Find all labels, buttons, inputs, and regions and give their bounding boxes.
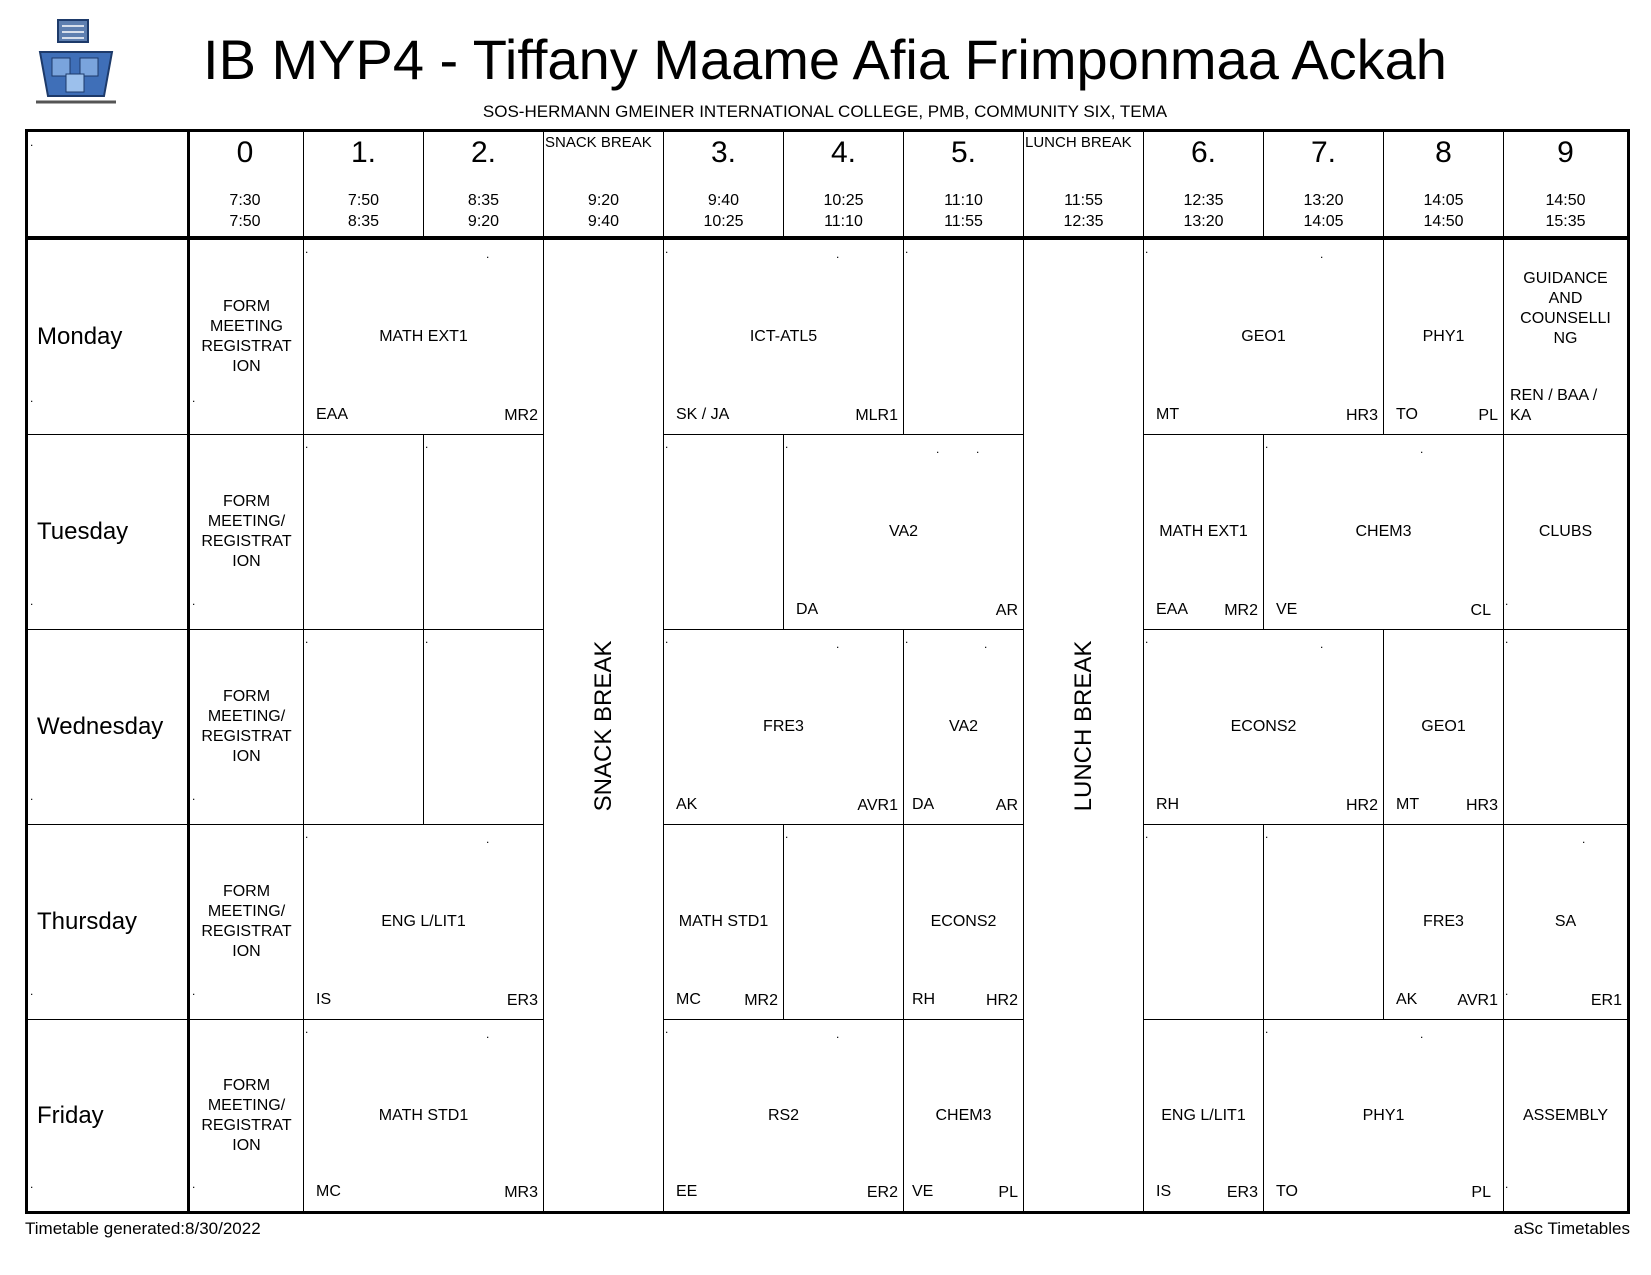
lesson-cell: ECONS2 RH HR2 bbox=[904, 825, 1024, 1020]
lesson-cell: . . MATH STD1 MC MR3 bbox=[304, 1020, 544, 1211]
day-label-friday: Friday . bbox=[30, 1101, 104, 1191]
generated-date: Timetable generated:8/30/2022 bbox=[25, 1219, 261, 1238]
lesson-cell: CHEM3 VE PL bbox=[904, 1020, 1024, 1211]
lesson-cell: ENG L/LIT1 IS ER3 bbox=[1144, 1020, 1264, 1211]
lesson-cell: . . MATH EXT1 EAA MR2 bbox=[304, 240, 544, 435]
empty-cell: . bbox=[1264, 825, 1384, 1020]
period-header-0: 0 7:30 7:50 bbox=[187, 132, 304, 237]
school-crest-logo bbox=[26, 12, 126, 112]
period-header-2: 2. 8:35 9:20 bbox=[424, 132, 544, 237]
empty-cell: . bbox=[664, 435, 784, 630]
lesson-cell: . . GEO1 MT HR3 bbox=[1144, 240, 1384, 435]
empty-cell: . bbox=[1144, 825, 1264, 1020]
period-header-3: 3. 9:40 10:25 bbox=[664, 132, 784, 237]
lesson-cell: GUIDANCE AND COUNSELLI NG REN / BAA / KA bbox=[1504, 240, 1627, 435]
lesson-cell: . . ECONS2 RH HR2 bbox=[1144, 630, 1384, 825]
day-label-tuesday: Tuesday . bbox=[28, 435, 187, 630]
lesson-cell: . . ICT-ATL5 SK / JA MLR1 bbox=[664, 240, 904, 435]
page-title: IB MYP4 - Tiffany Maame Afia Frimponmaa Ackah bbox=[203, 28, 1447, 91]
lesson-cell: . . FRE3 AK AVR1 bbox=[664, 630, 904, 825]
period-header-lunch-break: LUNCH BREAK 11:55 12:35 bbox=[1024, 132, 1144, 237]
lesson-cell: MATH EXT1 EAA MR2 bbox=[1144, 435, 1264, 630]
period-header-4: 4. 10:25 11:10 bbox=[784, 132, 904, 237]
lesson-cell: . SA . ER1 bbox=[1504, 825, 1627, 1020]
empty-cell: . bbox=[424, 435, 544, 630]
lesson-cell: . . PHY1 TO PL bbox=[1264, 1020, 1504, 1211]
empty-cell: . bbox=[904, 240, 1024, 435]
empty-cell: . bbox=[1504, 630, 1627, 825]
lesson-cell: . . . VA2 DA AR bbox=[784, 435, 1024, 630]
form-meeting-monday: FORM MEETING REGISTRAT ION . bbox=[190, 240, 304, 435]
empty-cell: . bbox=[424, 630, 544, 825]
day-label-wednesday: Wednesday . bbox=[28, 630, 187, 825]
lesson-cell: . . CHEM3 VE CL bbox=[1264, 435, 1504, 630]
lesson-cell: . . VA2 DA AR bbox=[904, 630, 1024, 825]
lesson-cell: GEO1 MT HR3 bbox=[1384, 630, 1504, 825]
period-header-5: 5. 11:10 11:55 bbox=[904, 132, 1024, 237]
lesson-cell: ASSEMBLY . bbox=[1505, 1106, 1609, 1191]
period-header-1: 1. 7:50 8:35 bbox=[304, 132, 424, 237]
lesson-cell: MATH STD1 MC MR2 bbox=[664, 825, 784, 1020]
period-header-6: 6. 12:35 13:20 bbox=[1144, 132, 1264, 237]
lesson-cell: CLUBS . bbox=[1504, 435, 1627, 630]
day-label-monday: Monday . bbox=[28, 240, 187, 435]
lesson-cell: . . RS2 EE ER2 bbox=[664, 1020, 904, 1211]
snack-break-column: SNACK BREAK bbox=[544, 240, 664, 1211]
form-meeting-thursday: FORM MEETING/ REGISTRAT ION . bbox=[190, 825, 304, 1020]
period-header-8: 8 14:05 14:50 bbox=[1384, 132, 1504, 237]
empty-cell: . bbox=[784, 825, 904, 1020]
lunch-break-column: LUNCH BREAK bbox=[1024, 240, 1144, 1211]
empty-cell: . bbox=[304, 630, 424, 825]
empty-cell: . bbox=[304, 435, 424, 630]
form-meeting-wednesday: FORM MEETING/ REGISTRAT ION . bbox=[190, 630, 304, 825]
period-header-snack-break: SNACK BREAK 9:20 9:40 bbox=[544, 132, 664, 237]
form-meeting-tuesday: FORM MEETING/ REGISTRAT ION . bbox=[190, 435, 304, 630]
period-header-9: 9 14:50 15:35 bbox=[1504, 132, 1627, 237]
timetable-grid bbox=[25, 129, 1630, 1214]
school-subtitle: SOS-HERMANN GMEINER INTERNATIONAL COLLEGE, PMB, COMMUNITY SIX, TEMA bbox=[482, 102, 1168, 121]
lesson-cell: PHY1 TO PL bbox=[1384, 240, 1504, 435]
form-meeting-friday: FORM MEETING/ REGISTRAT ION . bbox=[190, 1020, 304, 1211]
day-label-thursday: Thursday . bbox=[28, 825, 187, 1020]
lesson-cell: . . ENG L/LIT1 IS ER3 bbox=[304, 825, 544, 1020]
corner-cell: . bbox=[28, 132, 187, 237]
generator-brand: aSc Timetables bbox=[1513, 1219, 1630, 1238]
period-header-7: 7. 13:20 14:05 bbox=[1264, 132, 1384, 237]
lesson-cell: FRE3 AK AVR1 bbox=[1384, 825, 1504, 1020]
